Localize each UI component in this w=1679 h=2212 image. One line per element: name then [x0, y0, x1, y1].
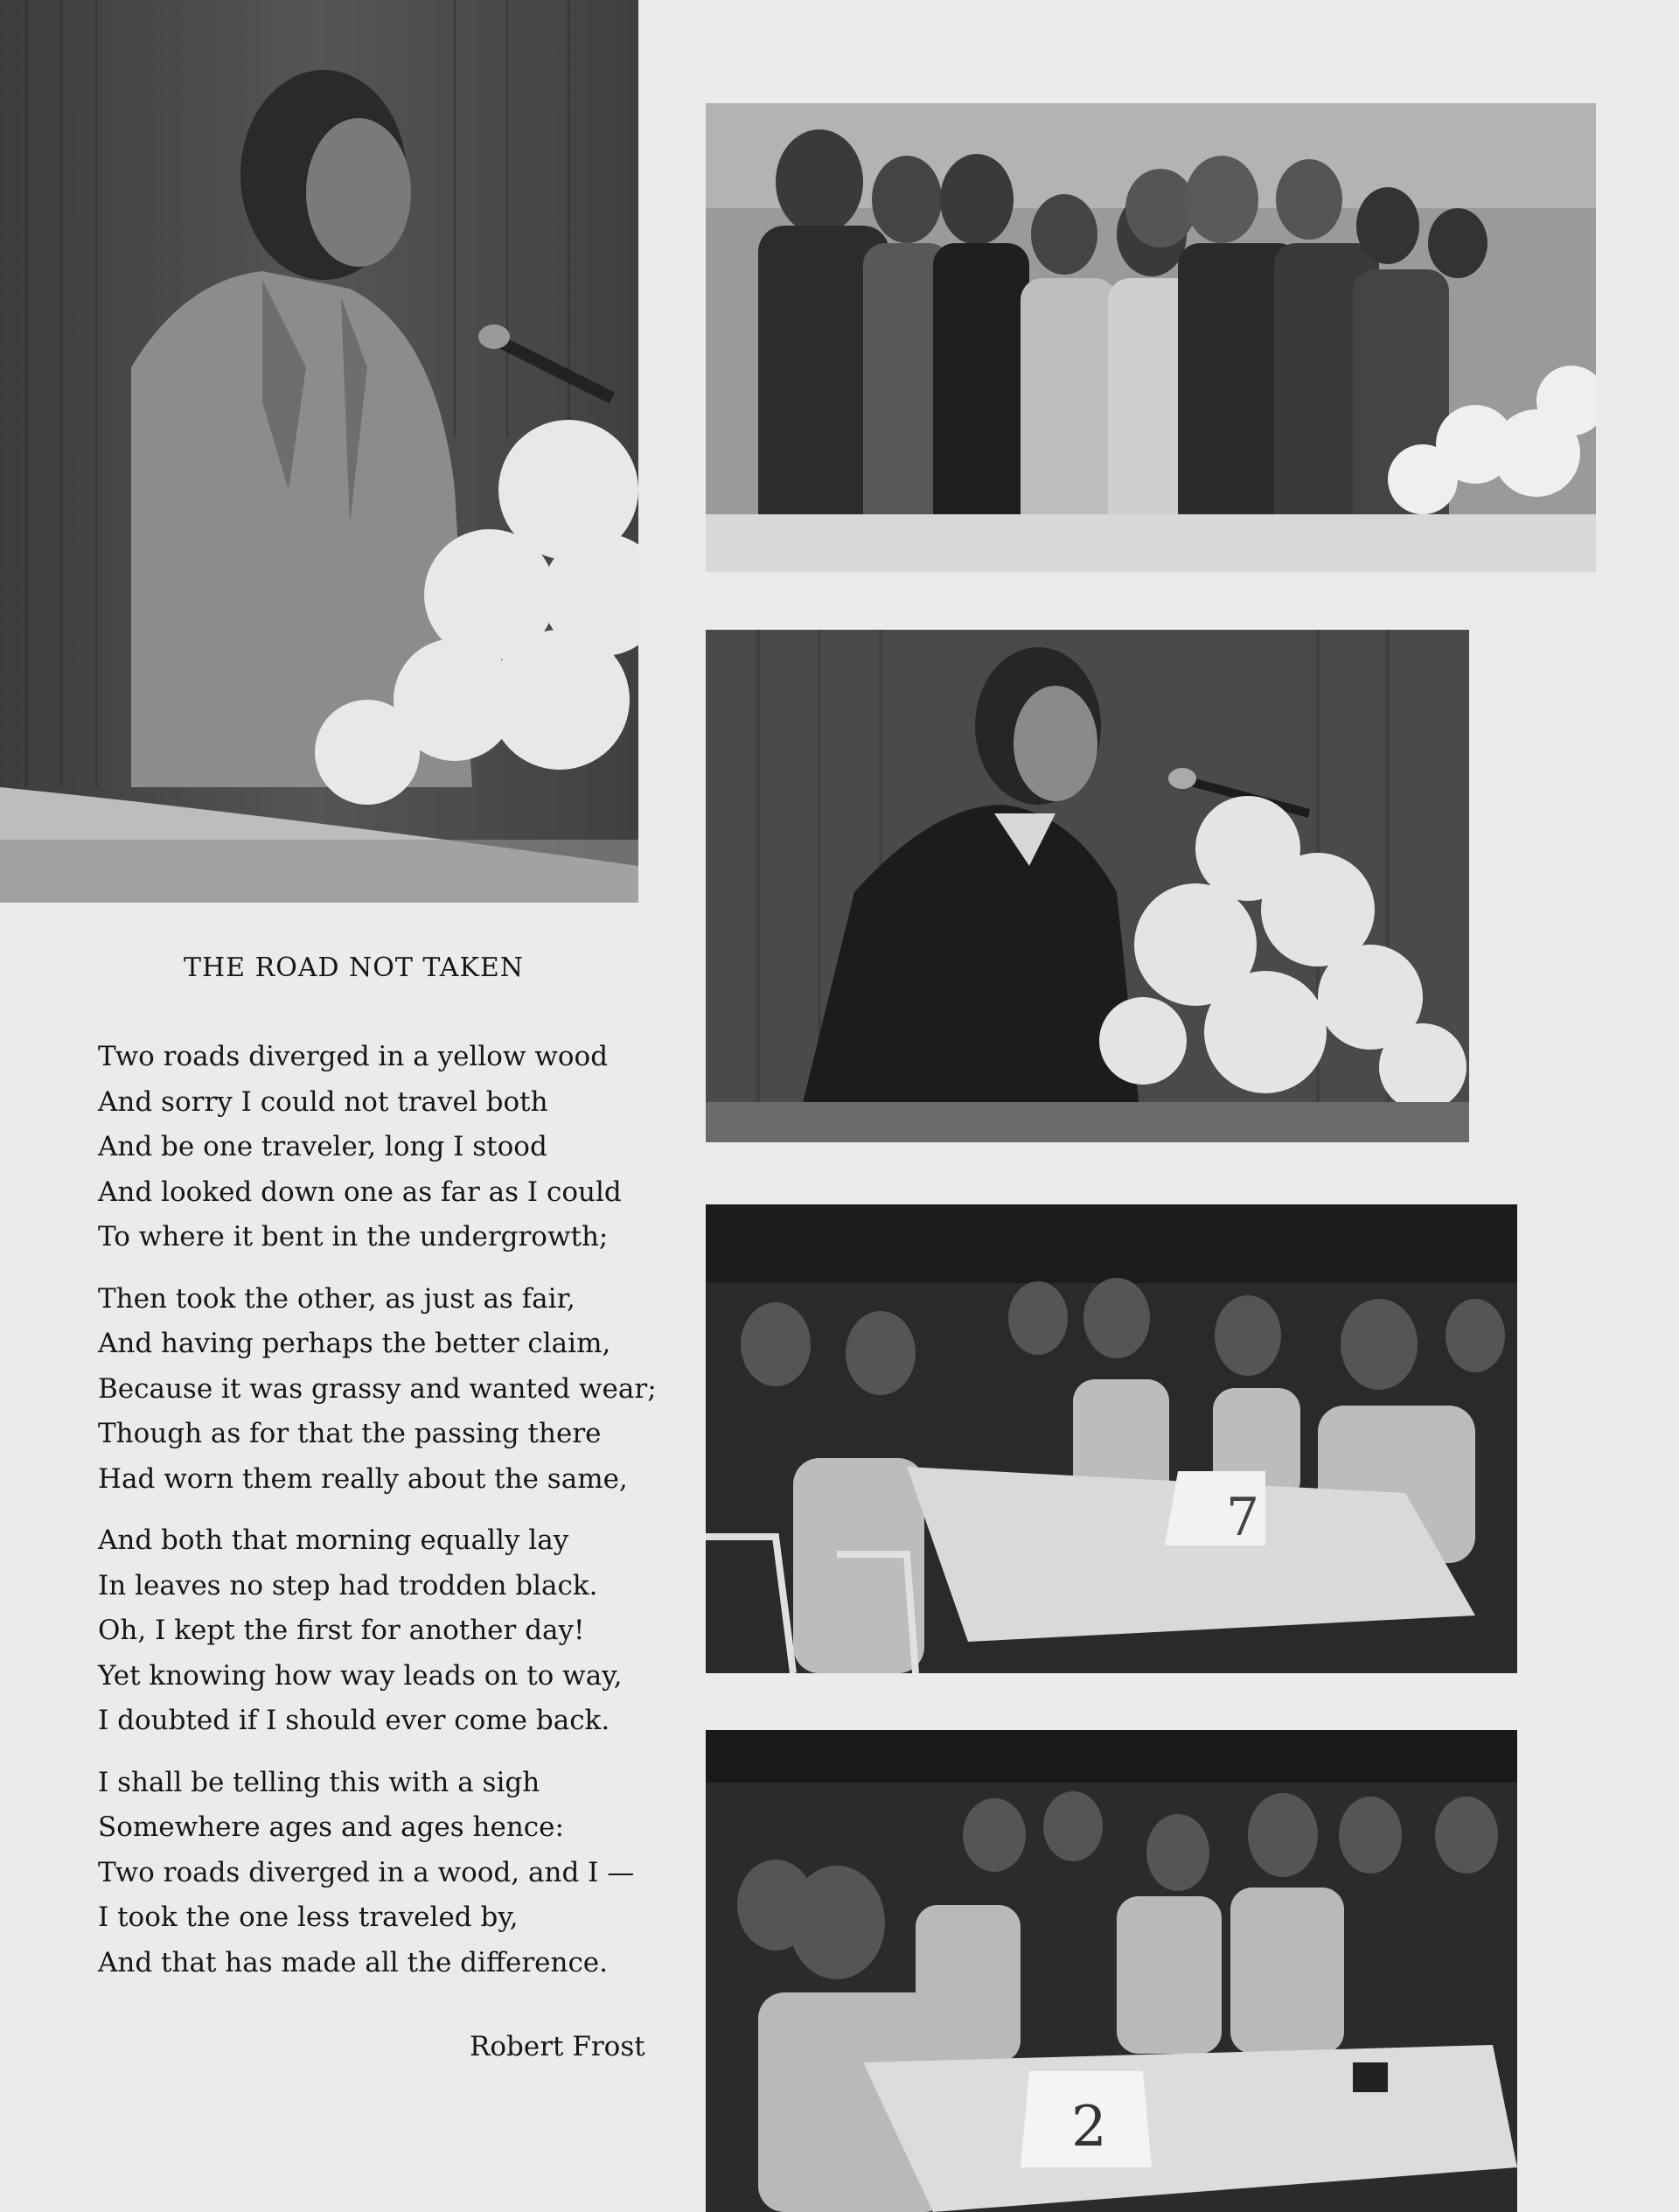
- table-card-seven: 7: [1226, 1487, 1260, 1548]
- poem-line: Yet knowing how way leads on to way,: [98, 1659, 623, 1692]
- table-seven-image: [706, 1204, 1517, 1673]
- poem-line: And sorry I could not travel both: [98, 1085, 548, 1118]
- poem-line: I doubted if I should ever come back.: [98, 1705, 610, 1736]
- poem-title: THE ROAD NOT TAKEN: [184, 952, 525, 983]
- table-two-image: [706, 1730, 1517, 2212]
- poem-line: In leaves no step had trodden black.: [98, 1569, 598, 1601]
- poem-line: I took the one less traveled by,: [98, 1901, 519, 1933]
- poem-line: I shall be telling this with a sigh: [98, 1766, 540, 1798]
- poem-line: Two roads diverged in a wood, and I —: [98, 1856, 635, 1888]
- poem-line: Though as for that the passing there: [98, 1418, 602, 1449]
- table-card-two: 2: [1071, 2095, 1107, 2160]
- poem-line: And having perhaps the better claim,: [98, 1328, 611, 1359]
- poem-body: [98, 1035, 658, 2002]
- photo-head-table: [706, 103, 1596, 572]
- poem-stanza: [98, 1277, 658, 1503]
- photo-table-two: [706, 1730, 1517, 2212]
- poem-line: Then took the other, as just as fair,: [98, 1282, 575, 1315]
- photo-speaker-left: [0, 0, 638, 903]
- poem-stanza: [98, 1035, 658, 1260]
- photo-speaker-right: [706, 630, 1469, 1142]
- poem-line: Oh, I kept the first for another day!: [98, 1615, 585, 1646]
- poem-stanza: [98, 1761, 658, 1986]
- poem-stanza: [98, 1518, 658, 1744]
- poem-author: Robert Frost: [470, 2031, 645, 2062]
- poem-line: Somewhere ages and ages hence:: [98, 1811, 564, 1843]
- poem-line: And looked down one as far as I could: [98, 1176, 622, 1208]
- poem-line: And be one traveler, long I stood: [98, 1131, 547, 1162]
- poem-line: And both that morning equally lay: [98, 1525, 569, 1556]
- poem-line: Because it was grassy and wanted wear;: [98, 1372, 657, 1405]
- speaker-left-image: [0, 0, 638, 903]
- head-table-image: [706, 103, 1596, 572]
- poem-line: Had worn them really about the same,: [98, 1462, 628, 1495]
- poem-line: To where it bent in the undergrowth;: [98, 1221, 609, 1253]
- poem-line: Two roads diverged in a yellow wood: [98, 1041, 609, 1072]
- photo-table-seven: [706, 1204, 1517, 1673]
- poem-line: And that has made all the difference.: [98, 1946, 609, 1978]
- speaker-right-image: [706, 630, 1469, 1142]
